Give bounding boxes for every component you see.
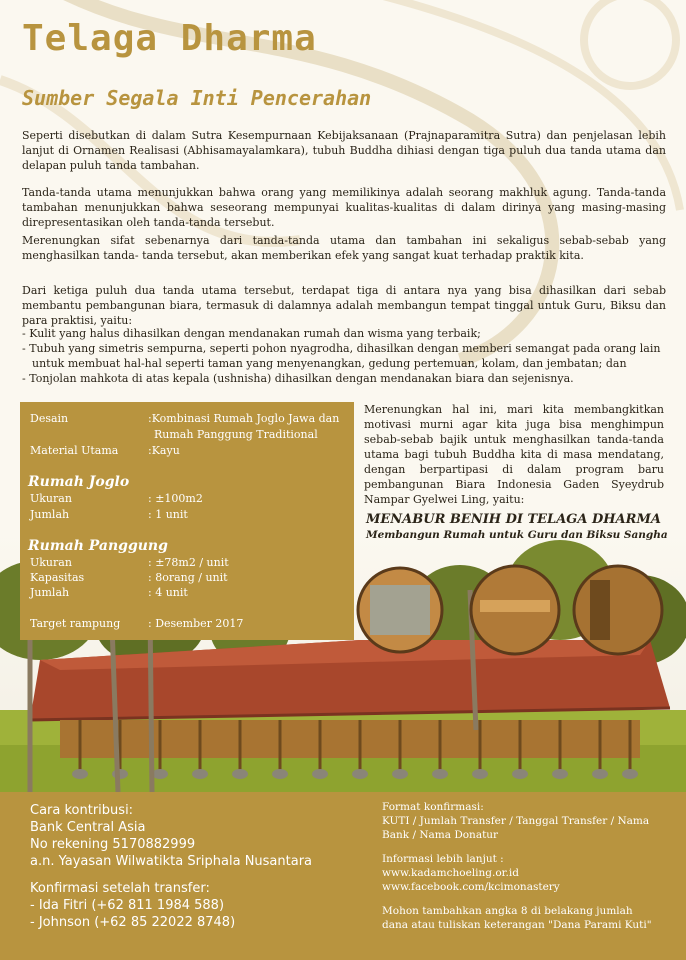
page-subtitle: Sumber Segala Inti Pencerahan <box>22 86 372 110</box>
account-holder: a.n. Yayasan Wilwatikta Sriphala Nusantara <box>30 854 313 869</box>
joglo-jumlah-value: : 1 unit <box>148 508 188 521</box>
project-info-box <box>20 402 354 640</box>
paragraph-3: Merenungkan sifat sebenarnya dari tanda-tanda utama dan tambahan ini sekaligus sebab-sebab yang menghasilkan tanda- tanda tersebut, akan memberikan efek yang sangat kuat terhadap praktik kita. <box>22 234 666 262</box>
format-heading: Format konfirmasi: <box>382 801 484 813</box>
target-label: Target rampung <box>30 617 121 630</box>
format-line-1: KUTI / Jumlah Transfer / Tanggal Transfer / Nama <box>382 815 650 827</box>
rumah-joglo-heading: Rumah Joglo <box>28 474 130 490</box>
bullet-item-continuation: untuk membuat hal-hal seperti taman yang menyenangkan, gedung pertemuan, kolam, dan jembatan; dan <box>32 357 627 370</box>
campaign-subheading: Membangun Rumah untuk Guru dan Biksu Sangha <box>366 529 668 541</box>
joglo-ukuran-value: : ±100m2 <box>148 492 203 505</box>
desain-value: :Kombinasi Rumah Joglo Jawa dan <box>148 412 340 425</box>
facebook-link[interactable]: www.facebook.com/kcimonastery <box>382 881 560 893</box>
material-value: :Kayu <box>148 444 180 457</box>
note-line-1: Mohon tambahkan angka 8 di belakang jumlah <box>382 905 633 917</box>
joglo-jumlah-label: Jumlah <box>30 508 70 521</box>
footer-right-column <box>382 800 672 932</box>
contact-johnson: - Johnson (+62 85 22022 8748) <box>30 915 236 930</box>
call-to-action-text: Merenungkan hal ini, mari kita membangkitkan motivasi murni agar kita juga bisa menghimpun sebab-sebab bajik untuk menghasilkan tanda-tanda utama bagi tubuh Buddha kita di masa mendatang, dengan berpartipasi di dalam program baru pembangunan Biara Indonesia Gaden Syeydrub Nampar Gyelwei Ling, yaitu: <box>364 403 664 506</box>
confirmation-heading: Konfirmasi setelah transfer: <box>30 881 210 896</box>
material-label: Material Utama <box>30 444 119 457</box>
target-value: : Desember 2017 <box>148 617 244 630</box>
account-number: No rekening 5170882999 <box>30 837 196 852</box>
footer-left-column <box>30 802 312 931</box>
pg-kapasitas-value: : 8orang / unit <box>148 571 228 584</box>
bank-name: Bank Central Asia <box>30 820 146 835</box>
footer-contribution <box>0 792 686 960</box>
bullet-item: - Tubuh yang simetris sempurna, seperti pohon nyagrodha, dihasilkan dengan memberi semangat pada orang lain <box>22 342 661 355</box>
rumah-panggung-heading: Rumah Panggung <box>28 538 168 554</box>
bullet-item: - Tonjolan mahkota di atas kepala (ushnisha) dihasilkan dengan mendanakan biara dan sejenisnya. <box>22 372 574 385</box>
pg-ukuran-value: : ±78m2 / unit <box>148 556 229 569</box>
contribution-heading: Cara kontribusi: <box>30 803 134 818</box>
campaign-heading: MENABUR BENIH DI TELAGA DHARMA <box>366 512 661 527</box>
paragraph-4: Dari ketiga puluh dua tanda utama tersebut, terdapat tiga di antara nya yang bisa dihasilkan dari sebab membantu pembangunan biara, termasuk di dalamnya adalah membangun tempat tinggal untuk Guru, Biksu dan para praktisi, yaitu: <box>22 284 666 327</box>
pg-ukuran-label: Ukuran <box>30 556 72 569</box>
paragraph-1: Seperti disebutkan di dalam Sutra Kesempurnaan Kebijaksanaan (Prajnaparamitra Sutra) dan penjelasan lebih lanjut di Ornamen Realisasi (Abhisamayalamkara), tubuh Buddha dihiasi dengan tiga puluh dua tanda utama dan delapan puluh tanda tambahan. <box>22 129 666 172</box>
website-link[interactable]: www.kadamchoeling.or.id <box>382 867 519 879</box>
pg-jumlah-label: Jumlah <box>30 586 70 599</box>
joglo-ukuran-label: Ukuran <box>30 492 72 505</box>
info-heading: Informasi lebih lanjut : <box>382 853 504 865</box>
desain-value-line2: Rumah Panggung Traditional <box>154 428 318 441</box>
pg-kapasitas-label: Kapasitas <box>30 571 85 584</box>
paragraph-2: Tanda-tanda utama menunjukkan bahwa orang yang memilikinya adalah seorang makhluk agung. Tanda-tanda tambahan menunjukkan bahwa seseorang mempunyai kualitas-kualitas di dalam dirinya yang masing-masing direpresentasikan oleh tanda-tanda tersebut. <box>22 186 666 229</box>
bullet-list <box>22 326 672 386</box>
bullet-item: - Kulit yang halus dihasilkan dengan mendanakan rumah dan wisma yang terbaik; <box>22 327 481 340</box>
desain-label: Desain <box>30 412 69 425</box>
pg-jumlah-value: : 4 unit <box>148 586 188 599</box>
contact-ida: - Ida Fitri (+62 811 1984 588) <box>30 898 225 913</box>
note-line-2: dana atau tuliskan keterangan "Dana Parami Kuti" <box>382 919 652 931</box>
page-title: Telaga Dharma <box>22 18 317 59</box>
format-line-2: Bank / Nama Donatur <box>382 829 499 841</box>
